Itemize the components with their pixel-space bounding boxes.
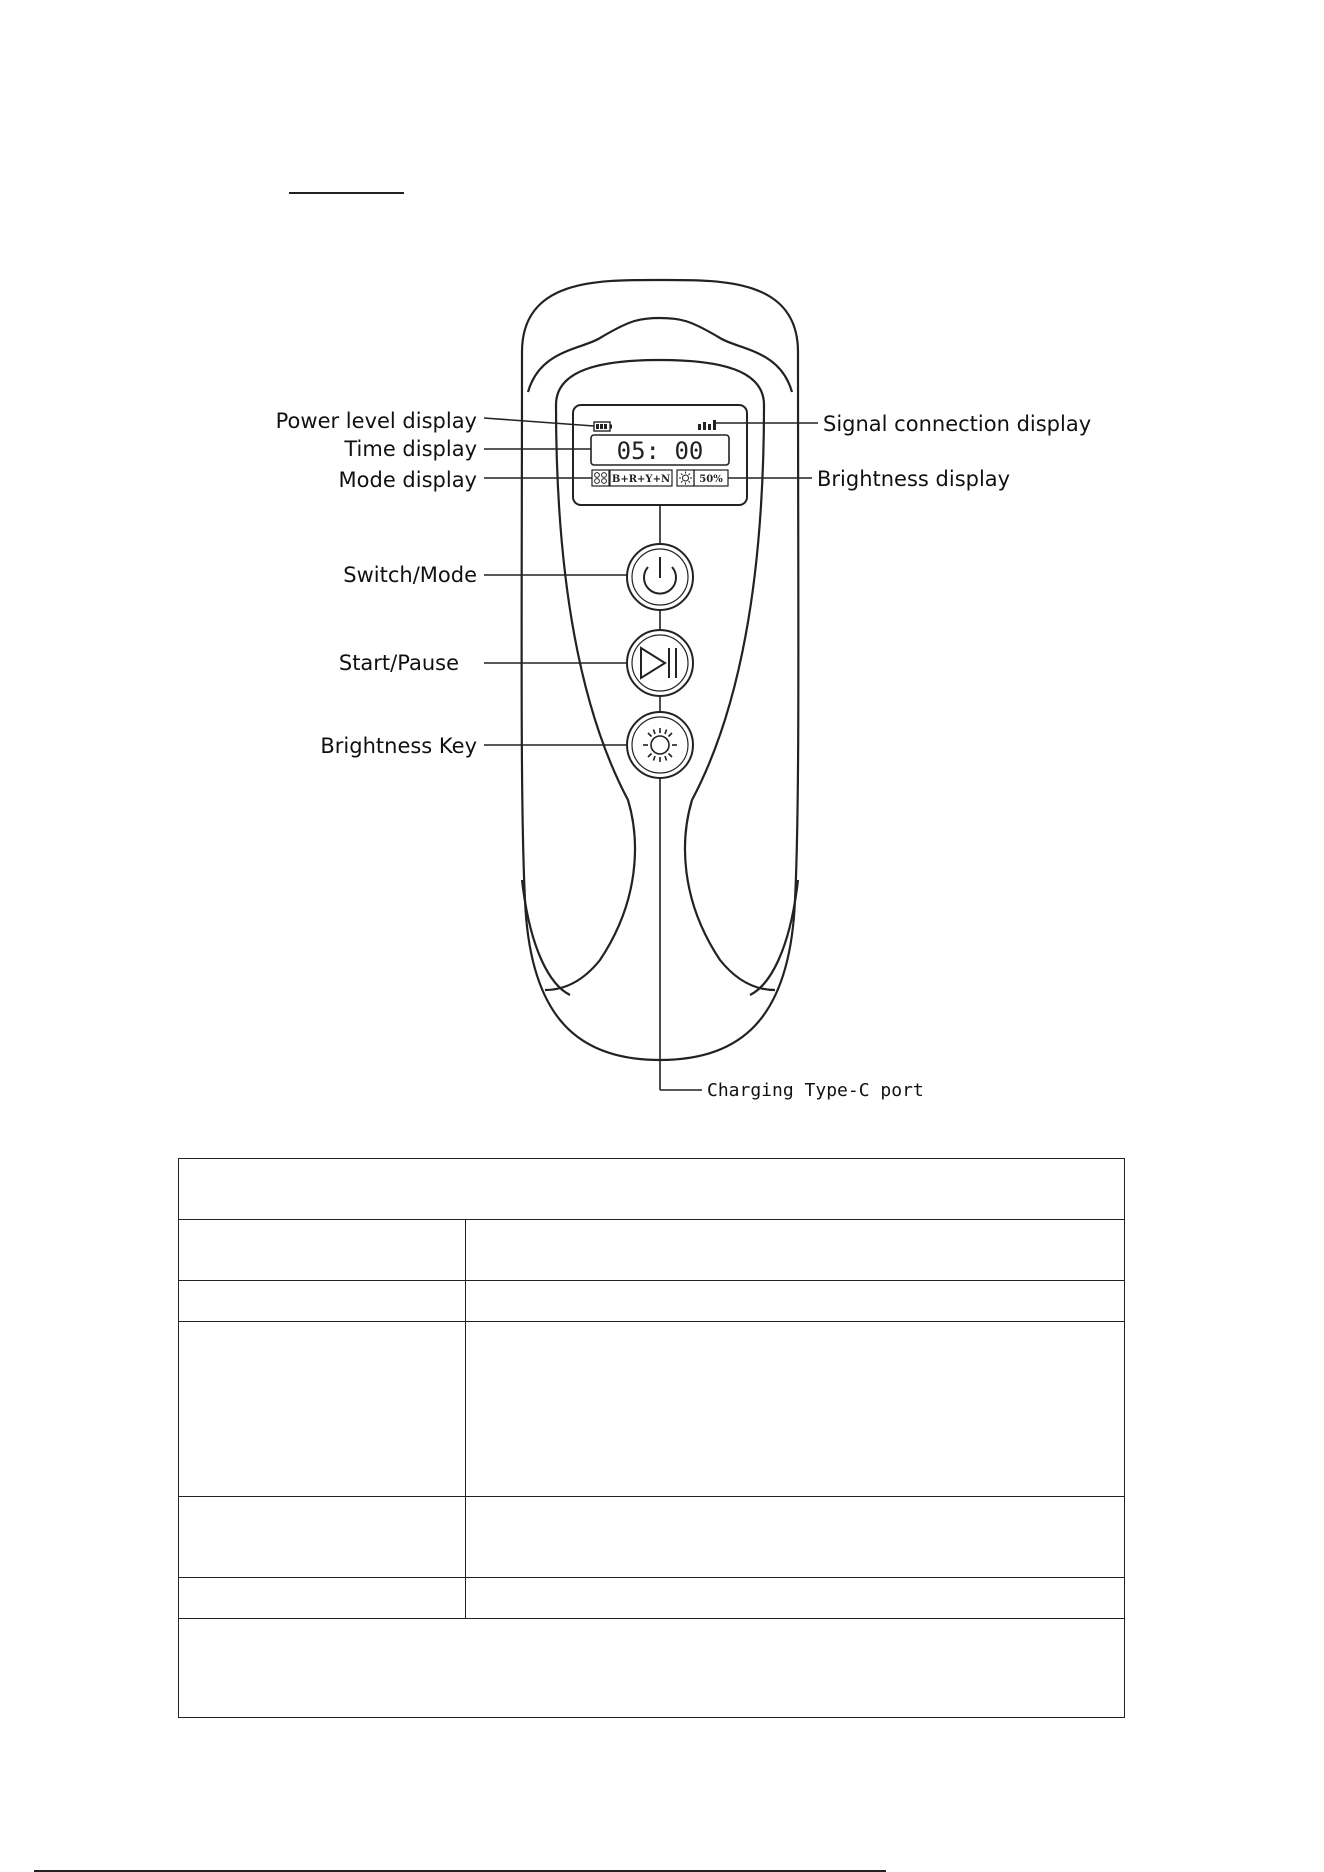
- signal-icon: [698, 420, 716, 430]
- table-row: [179, 1578, 1125, 1619]
- power-button[interactable]: [627, 544, 693, 610]
- table-cell: [466, 1578, 1125, 1619]
- table-cell: [179, 1578, 466, 1619]
- table-row: [179, 1619, 1125, 1718]
- table-row: [179, 1322, 1125, 1497]
- spec-table: [178, 1158, 1124, 1718]
- label-brightness-key: Brightness Key: [320, 734, 477, 758]
- label-time-display: Time display: [344, 437, 477, 461]
- label-brightness-display: Brightness display: [817, 467, 1011, 491]
- screen-mode: B+R+Y+N: [611, 474, 671, 485]
- table-row: [179, 1220, 1125, 1281]
- table-cell: [179, 1159, 1125, 1220]
- brightness-button[interactable]: [627, 712, 693, 778]
- label-switch-mode: Switch/Mode: [343, 563, 477, 587]
- label-mode-display: Mode display: [338, 468, 477, 492]
- battery-icon: [594, 422, 612, 431]
- table-cell: [179, 1281, 466, 1322]
- sun-small-icon: [677, 470, 694, 486]
- table-cell: [179, 1619, 1125, 1718]
- table-cell: [179, 1220, 466, 1281]
- label-power-level: Power level display: [275, 409, 477, 433]
- mode-grid-icon: [592, 470, 609, 486]
- label-signal: Signal connection display: [823, 412, 1092, 436]
- table-row: [179, 1281, 1125, 1322]
- table-cell: [179, 1497, 466, 1578]
- table-row: [179, 1497, 1125, 1578]
- label-start-pause: Start/Pause: [338, 651, 459, 675]
- screen-time: 05: 00: [616, 437, 704, 465]
- label-charging: Charging Type-C port: [707, 1080, 924, 1101]
- table-row: [179, 1159, 1125, 1220]
- table-cell: [466, 1281, 1125, 1322]
- screen-brightness: 50%: [699, 474, 723, 485]
- table-cell: [466, 1497, 1125, 1578]
- table-cell: [466, 1322, 1125, 1497]
- play-pause-button[interactable]: [627, 630, 693, 696]
- leader-power-level: [484, 418, 594, 426]
- table-cell: [466, 1220, 1125, 1281]
- table-cell: [179, 1322, 466, 1497]
